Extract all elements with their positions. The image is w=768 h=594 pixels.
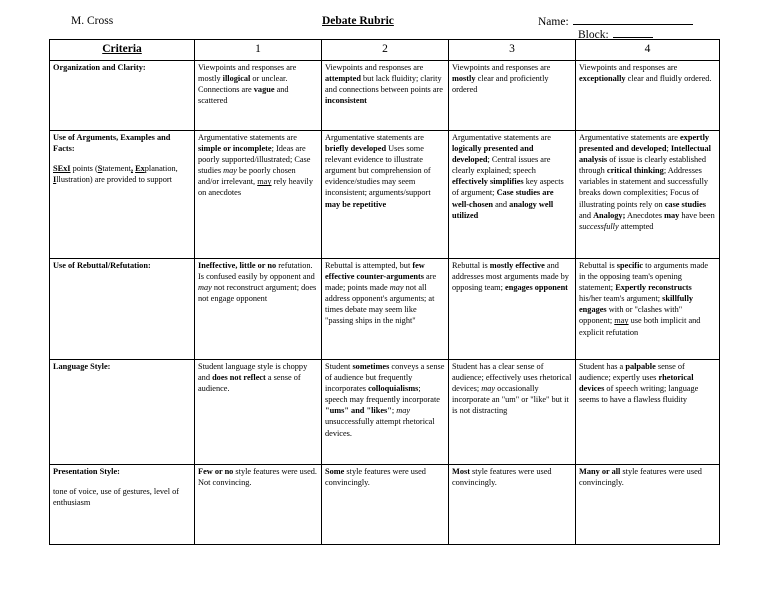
text-run: may <box>614 316 629 326</box>
text-run: Argumentative statements are <box>452 133 551 142</box>
column-header-4: 4 <box>576 40 720 61</box>
text-run: tatement <box>102 164 131 174</box>
text-run: occasionally incorporate an "um" or "like" but it is not distracting <box>452 384 569 416</box>
text-run: Student has a clear sense of audience; effectively uses rhetorical devices; <box>452 362 572 394</box>
text-run: effectively simplifies <box>452 177 524 187</box>
text-run: Case studies are well-chosen <box>452 188 554 209</box>
text-run: points ( <box>70 164 98 174</box>
text-run: may <box>664 210 680 220</box>
text-run: ; speech may frequently incorporate <box>325 384 440 405</box>
text-run: his/her team's argument; <box>579 294 663 304</box>
text-run: style features were used convincingly. <box>579 467 702 488</box>
text-run: rely heavily on anecdotes <box>198 177 313 198</box>
text-run: attempted <box>325 74 361 84</box>
score-4-cell <box>576 465 720 545</box>
name-label: Name: <box>538 16 569 28</box>
text-run: specific <box>616 261 644 270</box>
text-run: planation, <box>144 164 178 174</box>
text-run: Student has a <box>579 362 626 371</box>
text-run: case studies <box>664 199 706 209</box>
column-header-3: 3 <box>449 40 576 61</box>
criterion-cell <box>50 61 195 131</box>
text-run: briefly developed <box>325 144 387 154</box>
text-run: Viewpoints and responses are <box>452 63 551 72</box>
text-run: Many or all <box>579 467 621 476</box>
text-run: conveys a sense of audience but frequently incorporates <box>325 362 445 394</box>
text-run: with or "clashes with" opponent; <box>579 305 683 326</box>
text-run: logically presented and developed <box>452 144 534 165</box>
score-2-cell <box>322 131 449 259</box>
text-run: but lack fluidity; clarity and connections between points are <box>325 74 443 95</box>
criterion-cell <box>50 131 195 259</box>
text-run: does not reflect <box>212 373 266 383</box>
criterion-title: Use of Rebuttal/Refutation: <box>53 261 151 270</box>
text-run: style features were used convincingly. <box>325 467 426 488</box>
score-4-cell <box>576 61 720 131</box>
text-run: Most <box>452 467 470 476</box>
score-2-cell <box>322 360 449 465</box>
text-run: Intellectual analysis <box>579 144 711 165</box>
text-run: Expertly reconstructs <box>615 283 692 293</box>
text-run: Viewpoints and responses are mostly <box>198 63 297 84</box>
text-run: and <box>579 210 594 220</box>
text-run: simple or incomplete <box>198 144 272 154</box>
column-header-2: 2 <box>322 40 449 61</box>
text-run: clear and fluidly ordered. <box>625 74 712 84</box>
spacer <box>53 154 191 163</box>
text-run: Student language style is choppy and <box>198 362 308 383</box>
text-run: attempted <box>618 221 654 231</box>
score-2-cell <box>322 61 449 131</box>
text-run: critical thinking <box>606 166 664 176</box>
text-run: style features were used. Not convincing. <box>198 467 317 488</box>
text-run: ; Addresses variables in statement and successfully breaks down complexities; Focus of illustrating points rely on <box>579 166 709 209</box>
text-run: exceptionally <box>579 74 626 84</box>
text-run: Argumentative statements are <box>579 133 680 142</box>
rubric-table <box>49 39 720 545</box>
criterion-title: Language Style: <box>53 362 111 371</box>
score-1-cell <box>195 131 322 259</box>
text-run: Analogy; <box>593 210 626 220</box>
text-run: style features were used convincingly. <box>452 467 552 488</box>
text-run: key aspects of argument; <box>452 177 564 198</box>
text-run: Argumentative statements are <box>198 133 297 142</box>
text-run: S <box>97 164 103 174</box>
text-run: vague <box>253 85 275 95</box>
score-4-cell <box>576 360 720 465</box>
text-run: few effective counter-arguments <box>325 261 425 282</box>
text-run: not reconstruct argument; does not engage opponent <box>198 283 317 304</box>
criterion-note <box>53 163 191 185</box>
teacher-name: M. Cross <box>71 15 114 27</box>
text-run: successfully <box>579 221 619 231</box>
text-run: Rebuttal is attempted, but <box>325 261 413 270</box>
text-run: may <box>389 283 404 293</box>
text-run: are made; points made <box>325 272 437 293</box>
text-run: ; Central issues are clearly explained; speech <box>452 155 551 176</box>
score-3-cell <box>449 61 576 131</box>
text-run: and scattered <box>198 85 289 106</box>
rubric-row <box>50 360 720 465</box>
text-run: clear and proficiently ordered <box>452 74 549 95</box>
text-run: ; <box>391 406 397 416</box>
text-run: illogical <box>222 74 251 84</box>
text-run: of speech writing; language seems to have a flawless fluidity <box>579 384 699 405</box>
text-run: mostly effective <box>489 261 545 270</box>
criterion-cell <box>50 465 195 545</box>
text-run: mostly <box>452 74 476 84</box>
rubric-row <box>50 61 720 131</box>
text-run: Argumentative statements are <box>325 133 424 142</box>
text-run: Few or no <box>198 467 234 476</box>
rubric-row <box>50 259 720 360</box>
text-run: llustration) are provided to support <box>56 175 172 185</box>
rubric-row <box>50 131 720 259</box>
text-run: Ineffective, little or no <box>198 261 277 270</box>
text-run: Rebuttal is <box>579 261 617 270</box>
text-run: Anecdotes <box>625 210 665 220</box>
text-run: have been <box>679 210 715 220</box>
criterion-title: Presentation Style: <box>53 467 120 476</box>
text-run: be poorly chosen and/or irrelevant, <box>198 166 296 187</box>
score-4-cell <box>576 131 720 259</box>
text-run: not all address opponent's arguments; at times debate may seem like "passing ships in the night" <box>325 283 435 326</box>
text-run: or unclear. Connections are <box>198 74 288 95</box>
score-4-cell <box>576 259 720 360</box>
text-run: , <box>130 164 134 174</box>
text-run: and <box>493 199 510 209</box>
score-3-cell <box>449 465 576 545</box>
text-run: sometimes <box>352 362 390 371</box>
score-1-cell <box>195 259 322 360</box>
score-3-cell <box>449 360 576 465</box>
score-2-cell <box>322 465 449 545</box>
text-run: refutation. Is confused easily by opponent and <box>198 261 315 282</box>
criterion-title: Use of Arguments, Examples and Facts: <box>53 133 171 154</box>
text-run: may <box>257 177 272 187</box>
text-run: engages opponent <box>505 283 568 293</box>
text-run: colloquialisms <box>368 384 419 394</box>
criterion-cell <box>50 360 195 465</box>
text-run: inconsistent <box>325 96 367 106</box>
text-run: sense of audience; expertly uses <box>579 362 685 383</box>
text-run: use both implicit and explicit refutation <box>579 316 701 337</box>
text-run: may <box>396 406 411 416</box>
name-blank[interactable] <box>573 15 693 25</box>
spacer <box>53 477 191 486</box>
text-run: a sense of audience. <box>198 373 301 394</box>
text-run: Viewpoints and responses are <box>325 63 424 72</box>
text-run: Viewpoints and responses are <box>579 63 678 72</box>
text-run: ; Ideas are poorly supported/illustrated; Case studies <box>198 144 311 176</box>
score-3-cell <box>449 259 576 360</box>
text-run: SExI <box>53 164 71 174</box>
text-run: expertly presented and developed <box>579 133 710 154</box>
text-run: Uses some relevant evidence to illustrate argument but comprehension of evidence/studies may seem inconsistent; arguments/support <box>325 144 431 198</box>
text-run: may <box>223 166 237 176</box>
block-label: Block: <box>578 29 609 41</box>
score-2-cell <box>322 259 449 360</box>
text-run: Rebuttal is <box>452 261 490 270</box>
text-run: and addresses most arguments made by opposing team; <box>452 261 569 293</box>
criterion-title: Organization and Clarity: <box>53 63 146 72</box>
text-run: rhetorical devices <box>579 373 694 394</box>
student-name-field[interactable] <box>538 15 693 29</box>
score-1-cell <box>195 61 322 131</box>
block-blank[interactable] <box>613 28 653 38</box>
text-run: Ex <box>135 164 145 174</box>
text-run: ; <box>666 144 671 154</box>
text-run: unsuccessfully attempt rhetorical devices. <box>325 417 435 438</box>
text-run: "ums" and "likes" <box>325 406 392 416</box>
text-run: to arguments made in the opposing team's opening statement; <box>579 261 709 293</box>
text-run: may <box>198 283 212 293</box>
header-row <box>50 40 720 61</box>
rubric-row <box>50 465 720 545</box>
column-header-1: 1 <box>195 40 322 61</box>
text-run: Student <box>325 362 353 371</box>
text-run: of issue is clearly established through <box>579 155 706 176</box>
text-run: analogy well utilized <box>452 199 554 220</box>
text-run: tone of voice, use of gestures, level of enthusiasm <box>53 487 180 508</box>
document-title: Debate Rubric <box>322 15 394 27</box>
score-3-cell <box>449 131 576 259</box>
text-run: I <box>53 175 57 185</box>
criterion-cell <box>50 259 195 360</box>
text-run: skillfully engages <box>579 294 694 315</box>
score-1-cell <box>195 360 322 465</box>
score-1-cell <box>195 465 322 545</box>
column-header-criteria: Criteria <box>50 40 195 61</box>
criterion-note <box>53 486 191 508</box>
text-run: may be repetitive <box>325 199 387 209</box>
text-run: Some <box>325 467 345 476</box>
text-run: palpable <box>625 362 656 371</box>
text-run: may <box>481 384 496 394</box>
